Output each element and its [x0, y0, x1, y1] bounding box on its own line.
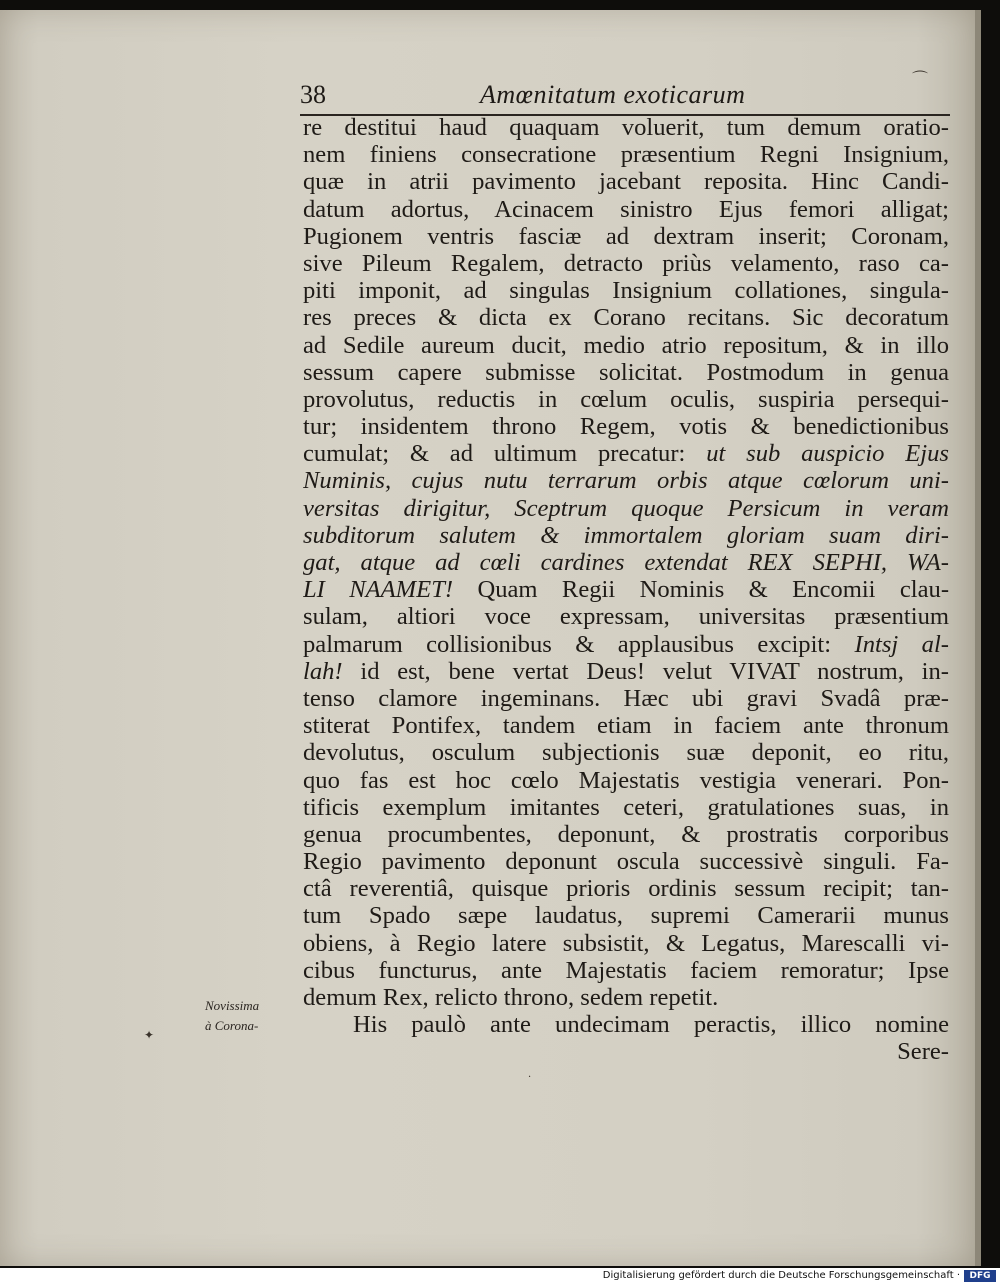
text-line: datum adortus, Acinacem sinistro Ejus femori alligat;: [303, 195, 949, 223]
digitization-footer: [0, 1268, 1000, 1285]
text-line: res preces & dicta ex Corano recitans. Sic decoratum: [303, 304, 949, 332]
text-line: provolutus, reductis in cœlum oculis, suspiria persequi-: [303, 385, 949, 413]
text-line: tur; insidentem throno Regem, votis & benedictionibus: [303, 413, 949, 441]
paragraph-start: His paulò ante undecimam peractis, illico nomine: [353, 1011, 949, 1039]
text-line: tificis exemplum imitantes ceteri, gratulationes suas, in: [303, 793, 949, 821]
text-line: tum Spado sæpe laudatus, supremi Camerarii munus: [303, 902, 949, 930]
running-title: Amœnitatum exoticarum: [480, 80, 746, 109]
text-line: quo fas est hoc cœlo Majestatis vestigia venerari. Pon-: [303, 766, 949, 794]
text-line: sulam, altiori voce expressam, universitas præsentium: [303, 603, 949, 631]
text-line: sessum capere submisse solicitat. Postmodum in genua: [303, 358, 949, 386]
italic-segment: lah!: [303, 657, 343, 685]
text-line: stiterat Pontifex, tandem etiam in faciem ante thronum: [303, 712, 949, 740]
ink-speck-icon: ⌒: [912, 69, 929, 88]
body-text: [303, 114, 949, 1066]
italic-segment: LI NAAMET!: [303, 576, 454, 604]
ink-speck-icon: ·: [528, 1072, 532, 1083]
text-line-italic: Numinis, cujus nutu terrarum orbis atque cœlorum uni-: [303, 467, 949, 495]
marginal-note-line: Novissima: [205, 998, 260, 1013]
text-line: tenso clamore ingeminans. Hæc ubi gravi Svadâ præ-: [303, 684, 949, 712]
dfg-logo-icon: DFG: [964, 1270, 996, 1282]
text-line-italic: gat, atque ad cœli cardines extendat REX SEPHI, WA-: [303, 549, 949, 576]
book-page: [0, 10, 981, 1266]
text-segment: Quam Regii Nominis & Encomii clau-: [453, 576, 949, 604]
text-line: ad Sedile aureum ducit, medio atrio repositum, & in illo: [303, 331, 949, 359]
text-line: obiens, à Regio latere subsistit, & Legatus, Marescalli vi-: [303, 929, 949, 957]
text-segment: id est, bene vertat Deus! velut VIVAT nostrum, in-: [342, 657, 949, 685]
ink-speck-icon: ✦: [144, 1028, 155, 1042]
text-line: demum Rex, relicto throno, sedem repetit.: [303, 984, 719, 1011]
footer-credit: Digitalisierung gefördert durch die Deutsche Forschungsgemeinschaft ·: [602, 1270, 960, 1281]
catchword: Sere-: [897, 1038, 949, 1066]
text-line: genua procumbentes, deponunt, & prostratis corporibus: [303, 820, 949, 848]
text-segment: cumulat; & ad ultimum precatur:: [303, 440, 707, 468]
text-line: piti imponit, ad singulas Insignium collationes, singula-: [303, 277, 949, 305]
text-line-italic: subditorum salutem & immortalem gloriam suam diri-: [303, 521, 949, 549]
text-line: nem finiens consecratione præsentium Regni Insignium,: [303, 141, 949, 169]
page-header: [300, 80, 950, 116]
text-line: Regio pavimento deponunt oscula successivè singuli. Fa-: [303, 848, 949, 876]
text-line: ctâ reverentiâ, quisque prioris ordinis sessum recipit; tan-: [303, 875, 949, 903]
marginal-note-line: à Corona-: [205, 1018, 259, 1033]
text-line: [303, 658, 949, 685]
italic-segment: Intsj al-: [854, 630, 949, 658]
marginal-note: [205, 996, 300, 1036]
text-line: [303, 631, 949, 658]
page-number: 38: [300, 80, 326, 109]
text-line: [303, 440, 949, 467]
italic-segment: ut sub auspicio Ejus: [706, 440, 949, 468]
text-line: [303, 576, 949, 603]
text-line-italic: versitas dirigitur, Sceptrum quoque Persicum in veram: [303, 494, 949, 522]
text-segment: palmarum collisionibus & applausibus excipit:: [303, 630, 855, 658]
text-line: cibus functurus, ante Majestatis faciem remoratur; Ipse: [303, 956, 949, 984]
text-line: sive Pileum Regalem, detracto priùs velamento, raso ca-: [303, 249, 949, 277]
text-line: Pugionem ventris fasciæ ad dextram inserit; Coronam,: [303, 222, 949, 250]
text-line: quæ in atrii pavimento jacebant reposita. Hinc Candi-: [303, 168, 949, 196]
text-line: re destitui haud quaquam voluerit, tum demum oratio-: [303, 114, 949, 141]
text-line: devolutus, osculum subjectionis suæ deponit, eo ritu,: [303, 739, 949, 767]
